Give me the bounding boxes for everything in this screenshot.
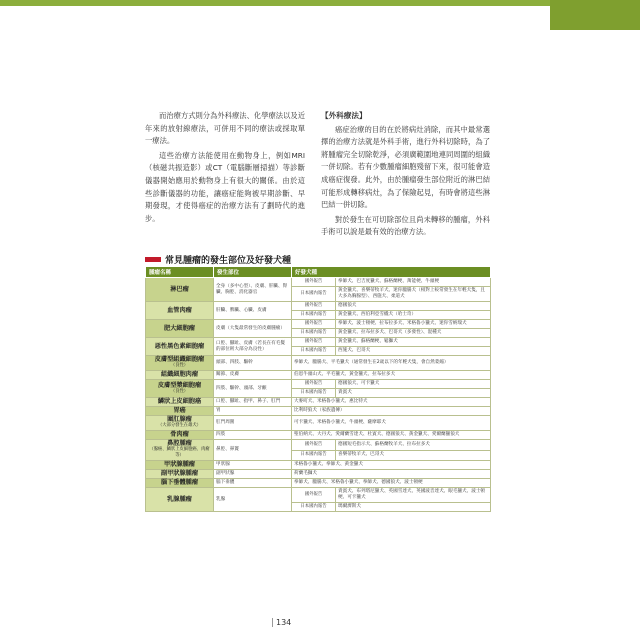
breeds-cell: 黃金獵犬、蘇格蘭梗、鬆獅犬 [336,338,491,347]
tumor-table [145,266,491,512]
table-row [146,398,491,407]
report-source-cell: 國外報告 [292,440,336,451]
tumor-name: 皮膚型組織細胞瘤 [154,356,205,363]
tumor-name-cell [146,278,214,302]
tumor-name-cell [146,440,214,461]
region-cell: 肝臟、脾臟、心臟、皮膚 [214,302,292,320]
page-content [145,0,490,640]
tumor-name-cell [146,398,214,407]
table-row [146,371,491,380]
breeds-cell: 德國短毛指示犬、蘇格蘭牧羊犬、拉布拉多犬 [336,440,491,451]
breeds-cell: 拳師犬、巴吉度獵犬、蘇格蘭梗、萬能梗、牛頭梗 [336,278,491,287]
table-row [146,407,491,416]
region-cell: 頭部、四肢、驅幹 [214,356,292,371]
right-column [321,110,490,241]
tumor-name-cell [146,320,214,338]
report-source-cell: 日本國內報告 [292,347,336,356]
breeds-cell: 拳師犬、臘腸犬、平毛獵犬（通常發生在2歲以下的年輕犬隻，會自然萎縮） [292,356,491,371]
region-cell: 皮膚（大隻最常發生的皮膚腫瘤） [214,320,292,338]
report-source-cell: 國外報告 [292,338,336,347]
report-source-cell: 國外報告 [292,488,336,503]
tumor-name-cell [146,488,214,512]
breeds-cell: 黃金獵犬、喜樂蒂牧羊犬、迷你臘腸犬（相對上較常發生在年輕犬隻，且大多為胸腺型）、西施犬、柔道犬 [336,287,491,302]
breeds-cell: 黃金獵犬、拉布拉多犬、巴哥犬（多發性）、混種犬 [336,329,491,338]
table-header-row [146,267,491,278]
header-breeds: 好發犬種 [292,267,491,278]
breeds-cell: 黃金獵犬、西伯利亞雪橇犬（哈士奇） [336,311,491,320]
tumor-name: 甲狀腺腫瘤 [164,461,195,468]
table-title [145,253,291,266]
breeds-cell: 比利時狼犬（家族遺傳） [292,407,491,416]
tumor-name-cell [146,371,214,380]
table-row [146,416,491,431]
region-cell: 關節、皮膚 [214,371,292,380]
breeds-cell: 拳師犬、臘腸犬、米格魯小獵犬、拳師犬、德國狼犬、波士頓梗 [292,479,491,488]
tumor-name-cell [146,380,214,398]
breeds-cell: 荷蘭毛獅犬 [292,470,491,479]
header-region: 發生部位 [214,267,292,278]
tumor-name: 鱗狀上皮細胞癌 [157,398,202,405]
table-row [146,488,491,503]
table-title-text: 常見腫瘤的發生部位及好發犬種 [165,256,292,266]
report-source-cell: 日本國內報告 [292,389,336,398]
table-row [146,461,491,470]
report-source-cell: 國外報告 [292,278,336,287]
tumor-name-cell [146,356,214,371]
tumor-name-cell [146,302,214,320]
tumor-name-cell [146,461,214,470]
table-body [146,278,491,512]
table-row [146,440,491,451]
tumor-name: 淋巴瘤 [170,285,189,293]
region-cell: 四肢、驅幹、頭部、牙齦 [214,380,292,398]
table-row [146,278,491,287]
tumor-name-cell [146,338,214,356]
table-row [146,380,491,389]
report-source-cell: 日本國內報告 [292,450,336,461]
table-row [146,470,491,479]
page-number: 134 [272,618,291,627]
breeds-cell: 可卡獵犬、米格魯小獵犬、牛頭梗、薩摩耶犬 [292,416,491,431]
table-row [146,302,491,311]
tumor-note: （大部分發生在雄犬） [158,423,201,428]
breeds-cell: 聖伯納犬、大丹犬、愛爾蘭雪達犬、杜賓犬、德國狼犬、黃金獵犬、愛爾蘭獵狼犬 [292,431,491,440]
region-cell: 全身（多中心型）、皮膚、肝臟、腎臟、胸腔、消化器官 [214,278,292,302]
tumor-name-cell [146,479,214,488]
region-cell: 肛門周圍 [214,416,292,431]
left-paragraph: 而治療方式則分為外科療法、化學療法以及近年來的放射線療法，可併用不同的療法或採取單一療法。 [145,111,305,146]
region-cell: 甲狀腺 [214,461,292,470]
report-source-cell: 國外報告 [292,380,336,389]
tumor-name: 骨肉瘤 [170,431,189,438]
tumor-name: 乳腺腫瘤 [167,495,192,503]
breeds-cell: 米格魯小獵犬、拳師犬、黃金獵犬 [292,461,491,470]
tumor-name: 胃癌 [173,407,186,414]
title-marker [145,257,161,262]
tumor-note: （良性） [170,363,189,368]
breeds-cell: 大麥町犬、米格魯小獵犬、惠比特犬 [292,398,491,407]
tumor-name: 肥大細胞瘤 [164,324,195,332]
tumor-name: 組織細胞肉瘤 [160,371,199,378]
region-cell: 四肢 [214,431,292,440]
right-paragraph: 癌症治療的目的在於將病灶消除，而其中最常選擇的治療方法就是外科手術，進行外科切除時，為了將腫瘤完全切除乾淨，必須廣範圍地連同周圍的組織一併切除。若有少數腫瘤細胞殘留下來，很可能會造成癌症復發。此外，由於腫瘤發生部位附近的淋巴結可能形成轉移病灶，為了保險起見，有時會將這些淋巴結一併切除。 [321,124,490,210]
report-source-cell: 日本國內報告 [292,329,336,338]
table-row [146,320,491,329]
table-row [146,479,491,488]
breeds-cell: 伯恩牛頭山犬、平毛獵犬、黃金獵犬、拉布拉多犬 [292,371,491,380]
tumor-note: （腺癌、鱗狀上皮細胞癌、肉瘤等） [149,447,210,458]
tumor-name: 惡性黑色素細胞瘤 [154,342,205,350]
tumor-name-cell [146,407,214,416]
breeds-cell: 瑪爾濟斯犬 [336,503,491,512]
breeds-cell: 貴賓犬 [336,389,491,398]
region-cell: 乳腺 [214,488,292,512]
region-cell: 胃 [214,407,292,416]
region-cell: 副甲狀腺 [214,470,292,479]
tumor-name: 副甲狀腺腫瘤 [160,470,199,477]
tumor-name: 血管肉瘤 [167,306,192,314]
region-cell: 口腔、腳趾、皮膚（若長在有毛髮的部位則大部分為良性） [214,338,292,356]
tumor-name: 皮膚型漿細胞瘤 [157,381,202,389]
table-row [146,338,491,347]
report-source-cell: 日本國內報告 [292,287,336,302]
breeds-cell: 喜樂蒂牧羊犬、巴哥犬 [336,450,491,461]
tumor-name: 圍肛腺瘤 [167,416,192,423]
region-cell: 口腔、腳趾、指甲、鼻子、肛門 [214,398,292,407]
left-column [145,110,305,227]
report-source-cell: 國外報告 [292,320,336,329]
tumor-name-cell [146,470,214,479]
right-paragraph: 對於發生在可切除部位且尚未轉移的腫瘤，外科手術可以說是最有效的治療方法。 [321,214,490,237]
tumor-name: 腦下垂體腫瘤 [160,479,199,486]
region-cell: 腦下垂體 [214,479,292,488]
tumor-note: （良性） [170,388,189,394]
left-paragraph: 這些治療方法能使用在動物身上，例如MRI（核磁共振造影）或CT（電腦斷層掃描）等診斷儀器開始應用於動物身上有很大的關係。由於這些診斷儀器的功能，讓癌症能夠被早期診斷、早期發現，才使得癌症的治療方法有了劃時代的進步。 [145,150,305,223]
tumor-name-cell [146,416,214,431]
report-source-cell: 日本國內報告 [292,311,336,320]
table-row [146,356,491,371]
tumor-name-cell [146,431,214,440]
breeds-cell: 西施犬、巴哥犬 [336,347,491,356]
breeds-cell: 德國狼犬、可卡獵犬 [336,380,491,389]
report-source-cell: 日本國內報告 [292,503,336,512]
header-tumor: 腫瘤名稱 [146,267,214,278]
top-corner-block [550,0,640,30]
tumor-name: 鼻腔腫瘤 [167,440,192,447]
region-cell: 鼻腔、鼻竇 [214,440,292,461]
report-source-cell: 國外報告 [292,302,336,311]
section-title: 【外科療法】 [321,111,367,120]
table-row [146,431,491,440]
breeds-cell: 貴賓犬、布列塔尼獵犬、英國雪達犬、英國波音達犬、眼毛獵犬、波士頓梗、可卡獵犬 [336,488,491,503]
breeds-cell: 拳師犬、波士頓梗、拉布拉多犬、米格魯小獵犬、迷你雪納瑞犬 [336,320,491,329]
breeds-cell: 德國狼犬 [336,302,491,311]
